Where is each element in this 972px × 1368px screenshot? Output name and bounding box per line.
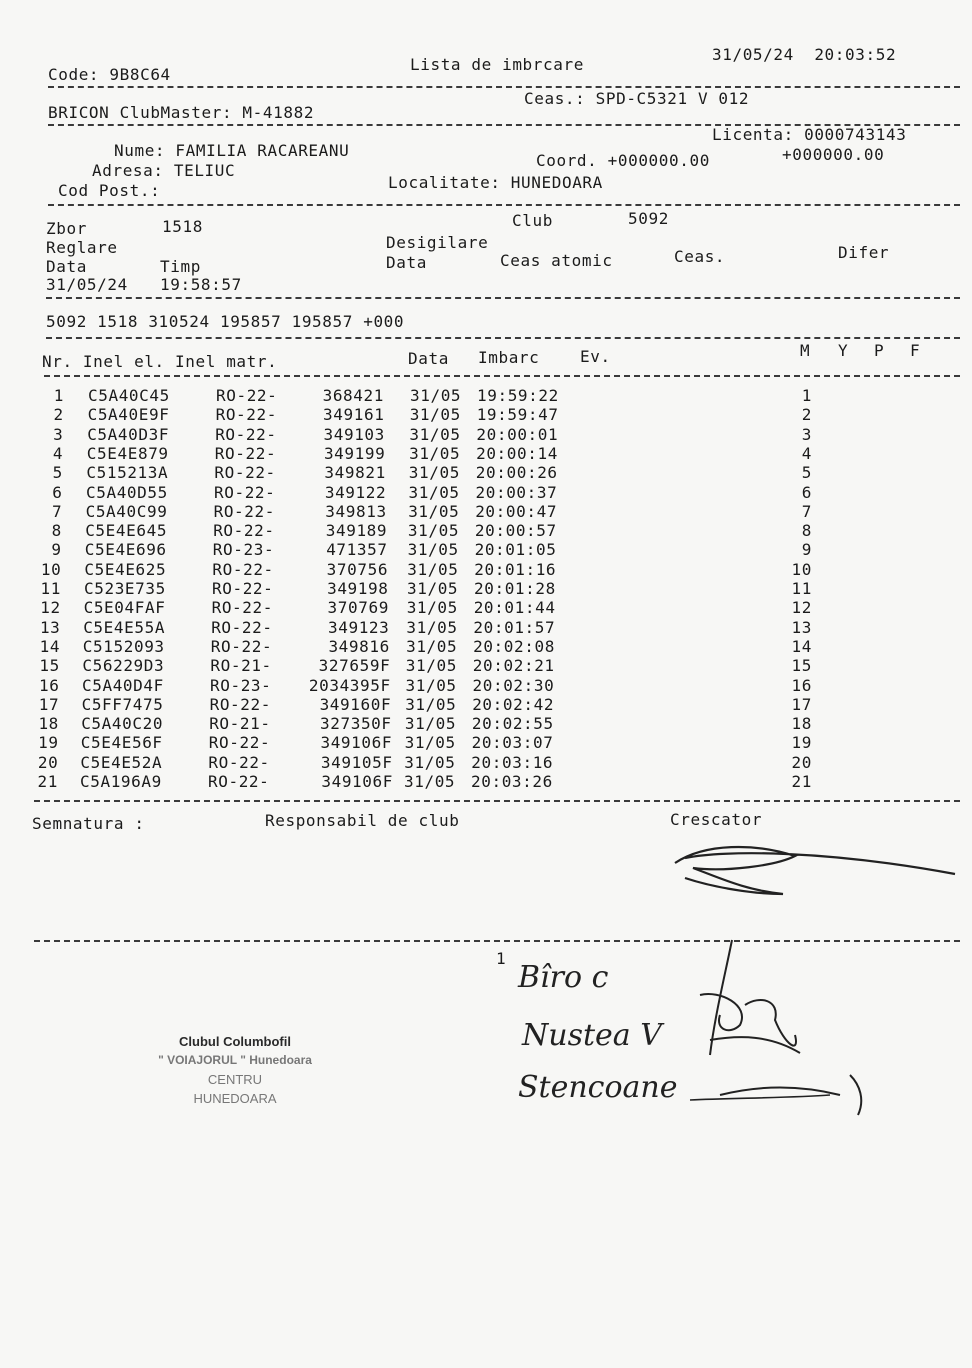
breeder-label: Crescator [670,810,763,829]
cell-el: C5A40C45 [88,386,170,405]
table-row [0,656,972,675]
cell-matr: 327350F [320,714,392,734]
cell-matr: 368421 [322,386,384,405]
table-header-p: P [874,341,885,360]
cell-nr: 13 [39,617,61,637]
cell-nr: 9 [51,540,62,560]
cell-el: C56229D3 [82,656,165,676]
cell-ro: RO-23- [210,675,272,695]
cell-time: 20:00:57 [474,521,557,541]
cell-ro: RO-21- [209,714,271,734]
cell-nr: 17 [38,694,60,714]
club-responsible-label: Responsabil de club [265,811,460,830]
cell-time: 20:01:28 [474,579,556,598]
cell-ro: RO-22- [213,521,275,541]
cell-nr: 18 [38,714,59,734]
cell-time: 20:00:01 [476,424,559,444]
table-row [0,579,972,598]
cell-date: 31/05 [407,579,459,598]
cell-matr: 349813 [325,501,387,521]
cell-time: 19:59:22 [477,386,559,405]
table-row [0,540,972,559]
cell-time: 20:02:21 [472,656,555,676]
handwritten-name-2: Nustea V [522,1018,662,1053]
coordinate-1: Coord. +000000.00 [536,151,710,170]
table-header-data: Data [408,349,449,368]
cell-nr: 16 [39,675,60,695]
cell-date: 31/05 [406,598,458,618]
cell-nr: 1 [53,386,64,405]
license-number: Licenta: 0000743143 [712,125,907,144]
cell-el: C5A40D3F [87,424,170,444]
cell-date: 31/05 [408,463,460,483]
flight-code-line: 5092 1518 310524 195857 195857 +000 [46,312,405,331]
cell-pos: 5 [801,463,812,483]
cell-nr: 21 [37,772,58,791]
cell-el: C5E04FAF [83,598,166,618]
cell-ro: RO-22- [210,636,273,656]
cell-nr: 10 [40,559,62,579]
reglare-label: Reglare [46,238,118,257]
table-row [0,618,972,637]
owner-name: Nume: FAMILIA RACAREANU [114,141,350,160]
cell-time: 20:01:16 [474,559,557,579]
cell-ro: RO-22- [208,752,270,772]
cell-date: 31/05 [404,772,456,791]
separator [48,204,960,206]
cell-date: 31/05 [406,636,458,656]
cell-ro: RO-22- [216,386,278,405]
cell-time: 20:00:26 [475,463,558,483]
cell-nr: 15 [39,656,60,676]
document-title: Lista de imbrcare [410,55,584,74]
cell-nr: 14 [39,636,61,656]
cell-date: 31/05 [409,424,461,444]
table-header-imbarc: Imbarc [478,348,540,367]
cell-date: 31/05 [410,386,462,405]
signature-label: Semnatura : [32,814,145,833]
cell-time: 20:03:16 [471,752,554,772]
set-time: 19:58:57 [160,275,242,294]
stamp-line-1: Clubul Columbofil [179,1034,291,1049]
club-label: Club [512,211,553,230]
clock-id: Ceas.: SPD-C5321 V 012 [524,89,750,108]
cell-matr: 349122 [324,482,387,502]
desigilare-label: Desigilare [386,233,489,252]
cell-date: 31/05 [409,405,461,425]
table-row [0,637,972,656]
cell-date: 31/05 [407,559,459,579]
cell-pos: 9 [801,540,812,560]
cell-el: C5E4E56F [80,733,163,753]
separator [34,800,960,802]
separator [48,86,960,88]
cell-pos: 6 [801,482,812,502]
cell-time: 20:01:05 [474,540,557,560]
postal-code: Cod Post.: [58,181,161,200]
cell-el: C5A40C99 [85,501,168,521]
table-row [0,772,972,791]
data-label: Data [46,257,87,276]
set-date: 31/05/24 [46,275,128,294]
stamp-line-2: " VOIAJORUL " Hunedoara [158,1053,312,1067]
locality: Localitate: HUNEDOARA [388,173,603,192]
cell-matr: 349123 [328,617,390,637]
cell-matr: 349189 [325,521,388,541]
cell-date: 31/05 [405,675,457,695]
cell-ro: RO-22- [211,617,273,637]
cell-nr: 4 [52,443,64,463]
cell-ro: RO-22- [208,733,271,753]
cell-nr: 19 [38,733,59,753]
cell-time: 20:03:26 [471,772,553,791]
cell-pos: 8 [801,521,812,541]
cell-matr: 349821 [324,463,386,483]
handwritten-name-3: Stencoane [518,1070,678,1105]
cell-date: 31/05 [406,617,458,637]
cell-pos: 17 [791,694,812,714]
table-header-main: Nr. Inel el. Inel matr. [42,352,278,371]
table-row [0,753,972,772]
cell-matr: 349106F [320,733,393,753]
cell-time: 20:00:47 [475,501,558,521]
timp-label: Timp [160,257,201,276]
table-row [0,521,972,540]
cell-matr: 349160F [319,694,392,714]
table-row [0,695,972,714]
cell-pos: 2 [801,405,812,425]
cell-date: 31/05 [409,443,461,463]
cell-nr: 2 [53,405,64,425]
cell-pos: 15 [791,656,812,676]
code-label: Code: 9B8C64 [48,65,171,84]
table-row [0,463,972,482]
table-row [0,560,972,579]
cell-el: C5152093 [82,636,165,656]
atomic-clock-label: Ceas atomic [500,251,613,270]
cell-nr: 11 [40,579,61,598]
coordinate-2: +000000.00 [782,145,885,164]
cell-pos: 19 [791,733,812,753]
cell-pos: 3 [801,424,812,444]
table-row [0,714,972,733]
cell-el: C5FF7475 [81,694,164,714]
cell-pos: 14 [791,636,812,656]
cell-date: 31/05 [405,694,457,714]
cell-el: C5A40E9F [87,405,170,425]
cell-time: 20:00:37 [475,482,558,502]
cell-matr: 349198 [327,579,389,598]
handwritten-signatures [680,935,910,1125]
clock-label: Ceas. [674,247,726,266]
cell-matr: 370756 [326,559,389,579]
cell-el: C515213A [86,463,169,483]
cell-ro: RO-21- [210,656,272,676]
cell-time: 20:02:08 [473,636,555,656]
cell-pos: 21 [791,772,812,791]
cell-ro: RO-22- [214,443,277,463]
cell-ro: RO-22- [212,559,274,579]
cell-el: C5E4E696 [84,540,167,560]
cell-date: 31/05 [404,714,457,734]
flight-number: 1518 [162,217,203,236]
cell-matr: 349199 [323,443,386,463]
cell-time: 20:02:30 [472,675,555,695]
cell-nr: 8 [51,521,62,541]
cell-matr: 471357 [326,540,388,560]
cell-matr: 349816 [328,636,390,656]
table-row [0,483,972,502]
cell-time: 20:01:57 [473,617,556,637]
cell-time: 19:59:47 [476,405,559,425]
cell-matr: 2034395F [308,675,391,695]
cell-time: 20:00:14 [476,443,558,463]
club-stamp [130,1032,340,1108]
difference-label: Difer [838,243,890,262]
stamp-line-3: CENTRU [207,1072,263,1087]
cell-ro: RO-22- [214,482,276,502]
cell-matr: 349106F [321,772,393,791]
cell-nr: 20 [37,752,59,772]
breeder-signature [665,838,965,908]
cell-ro: RO-22- [214,463,276,483]
page-number: 1 [496,949,507,968]
cell-el: C5E4E52A [80,752,163,772]
separator [44,375,960,377]
table-row [0,444,972,463]
table-row [0,598,972,617]
cell-pos: 4 [801,443,812,463]
table-header-ev: Ev. [580,347,611,366]
cell-pos: 16 [791,675,812,695]
table-header-y: Y [838,341,849,360]
print-datetime: 31/05/24 20:03:52 [712,45,897,64]
cell-nr: 12 [40,598,61,618]
cell-el: C5A40D4F [82,675,164,695]
separator [46,297,960,299]
cell-pos: 11 [791,579,812,598]
cell-matr: 349161 [323,405,385,425]
table-row [0,676,972,695]
stamp-line-4: HUNEDOARA [193,1091,277,1106]
cell-pos: 13 [791,617,812,637]
cell-nr: 5 [52,463,63,483]
cell-ro: RO-23- [212,540,275,560]
cell-ro: RO-22- [209,694,271,714]
cell-ro: RO-22- [208,772,270,791]
cell-el: C5A40C20 [81,714,164,734]
cell-ro: RO-22- [213,501,275,521]
cell-time: 20:02:55 [471,714,554,734]
cell-ro: RO-22- [212,579,274,598]
cell-date: 31/05 [405,656,457,676]
cell-ro: RO-22- [215,405,277,425]
cell-el: C5E4E645 [85,521,168,541]
table-header-m: M [800,341,811,360]
cell-date: 31/05 [408,501,460,521]
cell-matr: 349105F [320,752,393,772]
cell-pos: 1 [801,386,812,405]
table-row [0,386,972,405]
cell-el: C5A40D55 [86,482,168,502]
cell-matr: 370769 [327,598,389,618]
cell-date: 31/05 [408,482,460,502]
cell-pos: 10 [791,559,812,579]
cell-time: 20:03:07 [471,733,554,753]
cell-date: 31/05 [404,752,456,772]
table-row [0,405,972,424]
cell-date: 31/05 [407,540,459,560]
separator [46,337,960,339]
cell-pos: 12 [791,598,812,618]
cell-date: 31/05 [404,733,456,753]
device-id: BRICON ClubMaster: M-41882 [48,103,315,122]
table-row [0,502,972,521]
owner-address: Adresa: TELIUC [92,161,236,180]
cell-pos: 20 [791,752,812,772]
table-row [0,425,972,444]
cell-nr: 7 [51,501,63,521]
table-row [0,733,972,752]
table-header-f: F [910,341,921,360]
flight-label: Zbor [46,219,87,238]
cell-el: C523E735 [84,579,166,598]
cell-pos: 18 [791,714,812,734]
cell-time: 20:01:44 [473,598,556,618]
cell-ro: RO-22- [215,424,277,444]
club-number: 5092 [628,209,669,228]
cell-el: C5E4E625 [84,559,167,579]
cell-time: 20:02:42 [472,694,555,714]
cell-date: 31/05 [407,521,460,541]
cell-el: C5A196A9 [80,772,162,791]
cell-el: C5E4E55A [83,617,166,637]
cell-nr: 3 [53,424,64,444]
data-label-2: Data [386,253,427,272]
cell-matr: 327659F [318,656,391,676]
cell-pos: 7 [801,501,812,521]
handwritten-name-1: Bîro c [518,960,609,995]
cell-nr: 6 [52,482,63,502]
cell-matr: 349103 [323,424,385,444]
cell-el: C5E4E879 [86,443,169,463]
cell-ro: RO-22- [211,598,273,618]
